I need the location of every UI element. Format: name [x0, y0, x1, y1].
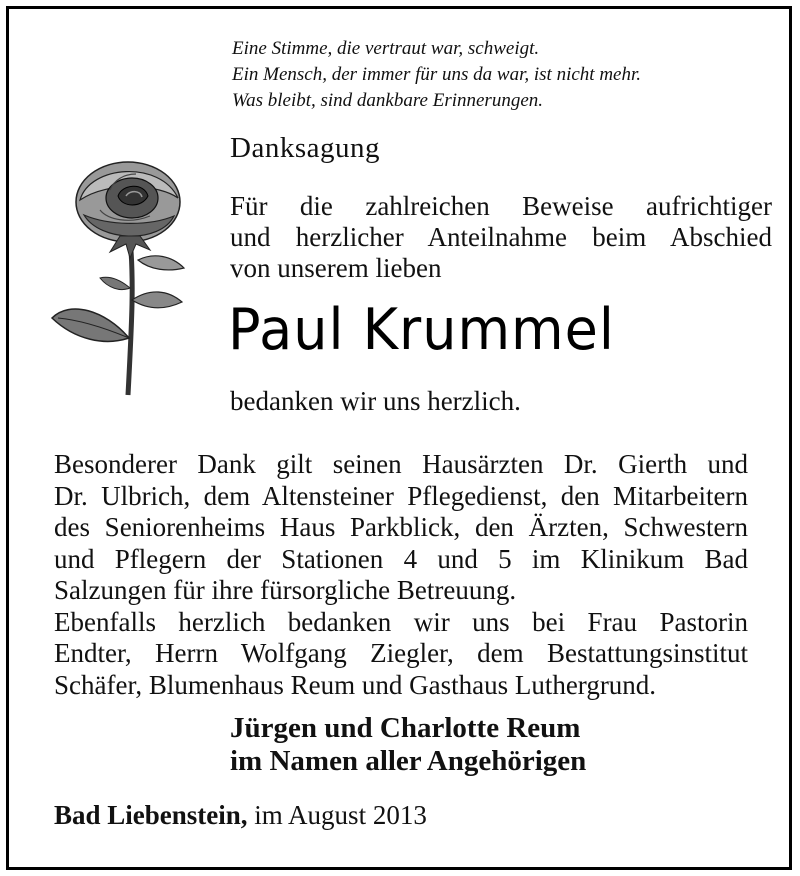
- deceased-name: Paul Krummel: [228, 296, 615, 363]
- body-line-4: und Pflegern der Stationen 4 und 5 im Klinikum Bad: [54, 543, 748, 574]
- intro-line-1: Für die zahlreichen Beweise aufrichtiger: [230, 191, 772, 221]
- signature-line-2: im Namen aller Angehörigen: [230, 745, 587, 777]
- place-town: Bad Liebenstein,: [54, 800, 248, 830]
- body-line-3: des Seniorenheims Haus Parkblick, den Ärzten, Schwestern: [54, 512, 748, 542]
- motto-line-3: Was bleibt, sind dankbare Erinnerungen.: [232, 90, 544, 111]
- rose-icon: [50, 160, 210, 400]
- motto-verse: [232, 36, 772, 114]
- signature: [230, 712, 586, 778]
- thanks-line: bedanken wir uns herzlich.: [230, 386, 521, 416]
- body-text: [54, 449, 748, 701]
- heading: Danksagung: [230, 132, 380, 164]
- body-line-8: Schäfer, Blumenhaus Reum und Gasthaus Luthergrund.: [54, 669, 657, 700]
- body-line-1: Besonderer Dank gilt seinen Hausärzten Dr. Gierth und: [54, 449, 748, 479]
- motto-line-1: Eine Stimme, die vertraut war, schweigt.: [232, 38, 540, 59]
- signature-line-1: Jürgen und Charlotte Reum: [230, 712, 581, 744]
- body-line-5: Salzungen für ihre fürsorgliche Betreuung.: [54, 575, 517, 605]
- intro-text: [230, 191, 772, 284]
- place-date: [54, 800, 427, 831]
- place-date-text: im August 2013: [254, 800, 427, 830]
- body-line-6: Ebenfalls herzlich bedanken wir uns bei Frau Pastorin: [54, 606, 748, 637]
- intro-line-3: von unserem lieben: [230, 253, 442, 283]
- intro-line-2: und herzlicher Anteilnahme beim Abschied: [230, 222, 772, 252]
- motto-line-2: Ein Mensch, der immer für uns da war, ist nicht mehr.: [232, 64, 642, 85]
- body-line-2: Dr. Ulbrich, dem Altensteiner Pflegedienst, den Mitarbeitern: [54, 480, 748, 511]
- body-line-7: Endter, Herrn Wolfgang Ziegler, dem Bestattungsinstitut: [54, 638, 748, 668]
